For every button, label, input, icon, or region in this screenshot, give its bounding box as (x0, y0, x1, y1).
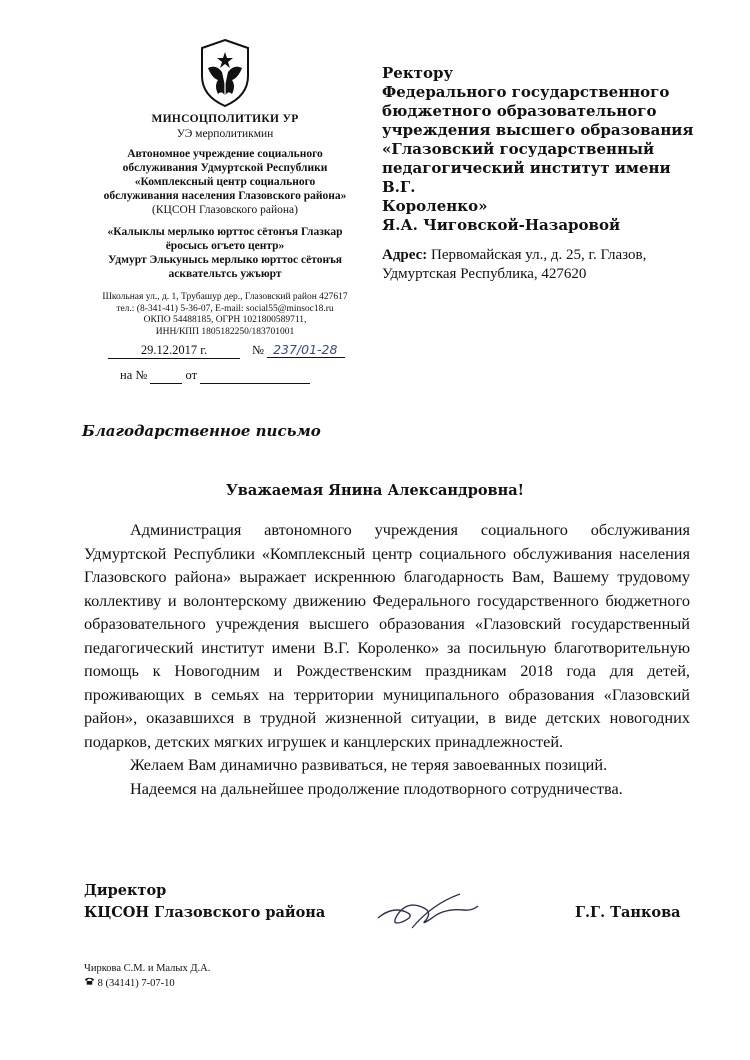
address-line: Первомайская ул., д. 25, г. Глазов, (431, 247, 647, 263)
addressee-block (382, 64, 702, 235)
reference-from-label: от (185, 368, 198, 382)
addressee-line: Федерального государственного (382, 83, 670, 101)
addressee-line: бюджетного образовательного (382, 102, 657, 120)
address-line: тел.: (8-341-41) 5-36-07, E-mail: social55@minsoc18.ru (116, 303, 334, 314)
phone-icon (84, 976, 95, 986)
letter-body (84, 518, 690, 800)
org-udm-line: Удмурт Элькунысь мерлыко юрттос сётонъя (107, 254, 343, 266)
address-line: ОКПО 54488185, ОГРН 1021800589711, (143, 315, 307, 325)
org-line: обслуживания Удмуртской Республики (122, 162, 328, 174)
organization-name-udmurt (80, 225, 370, 281)
org-line: «Комплексный центр социального (134, 176, 316, 188)
executor-info (84, 962, 210, 991)
signer-position (84, 880, 325, 924)
org-line: Автономное учреждение социального (127, 148, 323, 160)
addressee-line: «Глазовский государственный (382, 140, 655, 158)
organization-address (80, 292, 370, 338)
reference-number-blank (150, 368, 182, 384)
organization-name (80, 147, 370, 203)
addressee-line: Ректору (382, 64, 454, 82)
addressee-name: Я.А. Чиговской-Назаровой (382, 216, 621, 234)
handwritten-signature (372, 888, 482, 932)
address-label: Адрес: (382, 247, 428, 263)
registration-line (108, 342, 368, 359)
executor-phone-line (84, 976, 210, 991)
coat-of-arms-emblem (196, 38, 254, 108)
addressee-line: учреждения высшего образования (382, 121, 694, 139)
paragraph: Администрация автономного учреждения социального обслуживания Удмуртской Республики «Комплексный центр социального обслуживания населения Глазовского района» выражает искреннюю благодарность Вам, Вашему трудовому коллективу и волонтерскому движению Федерального государственного бюджетного образовательного учреждения высшего образования «Глазовский государственный педагогический институт имени В.Г. Короленко» за посильную благотворительную помощь к Новогодним и Рождественским праздникам 2018 года для детей, проживающих в семьях на территории муниципального образования «Глазовский район», оказавшихся в трудной жизненной ситуации, в виде детских новогодних подарков, детских мягких игрушек и канцлерских принадлежностей. (84, 520, 690, 751)
reference-line (120, 368, 310, 384)
position-line: Директор (84, 882, 167, 899)
address-line: ИНН/КПП 1805182250/183701001 (155, 326, 295, 337)
document-title: Благодарственное письмо (82, 422, 321, 440)
registration-number-label: № (252, 343, 264, 357)
reference-number-label: на № (120, 368, 148, 382)
ministry-name: МИНСОЦПОЛИТИКИ УР (151, 113, 299, 125)
org-udm-line: «Калыклы мерлыко юрттос сётонъя Глазкар (107, 226, 343, 238)
addressee-line: педагогический институт имени В.Г. (382, 159, 671, 196)
address-line: Удмуртская Республика, 427620 (382, 266, 587, 282)
paragraph: Надеемся на дальнейшее продолжение плодотворного сотрудничества. (130, 778, 623, 798)
reference-date-blank (200, 368, 310, 384)
ministry-name-udmurt: УЭ мерполитикмин (176, 128, 274, 140)
addressee-line: Короленко» (382, 197, 488, 215)
addressee-address (382, 246, 702, 284)
registration-number: 237/01-28 (267, 342, 345, 358)
org-udm-line: ёросысь огъето центр» (165, 240, 285, 252)
registration-date: 29.12.2017 г. (108, 343, 240, 359)
signer-name: Г.Г. Танкова (575, 904, 681, 921)
org-udm-line: асквательтсь ужъюрт (168, 268, 282, 280)
executor-phone: 8 (34141) 7-07-10 (97, 978, 175, 989)
org-line: обслуживания населения Глазовского района» (103, 190, 347, 202)
paragraph: Желаем Вам динамично развиваться, не теряя завоеванных позиций. (130, 755, 608, 774)
position-line: КЦСОН Глазовского района (84, 904, 326, 921)
address-line: Школьная ул., д. 1, Трубашур дер., Глазовский район 427617 (102, 292, 348, 302)
salutation: Уважаемая Янина Александровна! (226, 482, 524, 499)
organization-short-name: (КЦСОН Глазовского района) (152, 204, 298, 216)
executor-names: Чиркова С.М. и Малых Д.А. (84, 963, 211, 974)
